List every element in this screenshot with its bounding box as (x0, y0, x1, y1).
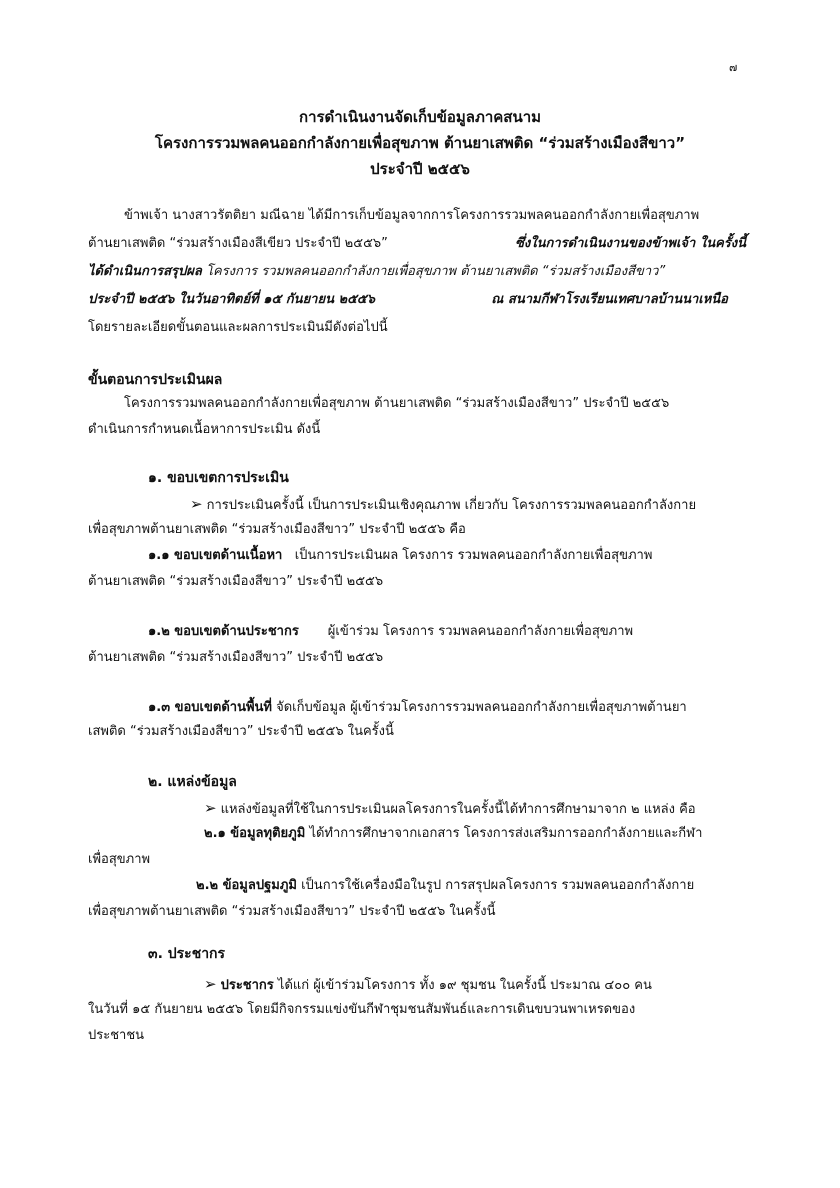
section-1-3-line-1: ๑.๓ ขอบเขตด้านพื้นที่ จัดเก็บข้อมูล ผู้เข้าร่วมโครงการรวมพลคนออกกำลังกายเพื่อสุขภาพต้านยา (148, 700, 687, 715)
steps-heading: ขั้นตอนการประเมินผล (88, 372, 223, 388)
section-2-heading: ๒. แหล่งข้อมูล (148, 774, 237, 790)
section-2-1-line-1: ๒.๑ ข้อมูลทุติยภูมิ ได้ทำการศึกษาจากเอกสาร โครงการส่งเสริมการออกกำลังกายและกีฬา (204, 826, 703, 841)
section-1-2-line-2: ต้านยาเสพติด “ร่วมสร้างเมืองสีขาว” ประจำปี ๒๕๕๖ (88, 650, 384, 665)
arrow-bullet-icon: ➢ (190, 495, 203, 513)
intro-emphasis-1: ซึ่งในการดำเนินงานของข้าพเจ้า ในครั้งนี้ (515, 236, 746, 251)
section-2-2-line-1: ๒.๒ ข้อมูลปฐมภูมิ เป็นการใช้เครื่องมือในรูป การสรุปผลโครงการ รวมพลคนออกกำลังกาย (196, 878, 695, 893)
section-3-line-3: ประชาชน (88, 1028, 145, 1043)
section-1-2-label: ๑.๒ ขอบเขตด้านประชากร (148, 624, 299, 639)
section-2-2-label: ๒.๒ ข้อมูลปฐมภูมิ (196, 878, 297, 893)
section-3-line-1: ➢ ประชากร ได้แก่ ผู้เข้าร่วมโครงการ ทั้ง ๑๙ ชุมชน ในครั้งนี้ ประมาณ ๔๐๐ คน (204, 975, 652, 993)
section-2-1-label: ๒.๑ ข้อมูลทุติยภูมิ (204, 826, 306, 841)
steps-line-1: โครงการรวมพลคนออกกำลังกายเพื่อสุขภาพ ต้านยาเสพติด “ร่วมสร้างเมืองสีขาว” ประจำปี ๒๕๕๖ (124, 396, 670, 411)
arrow-bullet-icon: ➢ (204, 799, 217, 817)
section-3-heading: ๓. ประชากร (148, 946, 226, 962)
section-1-3-label: ๑.๓ ขอบเขตด้านพื้นที่ (148, 700, 272, 715)
header-line-1: การดำเนินงานจัดเก็บข้อมูลภาคสนาม (298, 108, 542, 126)
arrow-bullet-icon: ➢ (204, 975, 217, 993)
section-1-heading: ๑. ขอบเขตการประเมิน (148, 470, 289, 486)
section-1-bullet-line-2: เพื่อสุขภาพต้านยาเสพติด “ร่วมสร้างเมืองสีขาว” ประจำปี ๒๕๕๖ คือ (88, 522, 466, 537)
intro-line-1: ข้าพเจ้า นางสาวรัตติยา มณีฉาย ได้มีการเก็บข้อมูลจากการโครงการรวมพลคนออกกำลังกายเพื่อสุขภาพ (124, 208, 700, 223)
section-3-label: ประชากร (220, 978, 274, 993)
intro-line-2: ต้านยาเสพติด “ร่วมสร้างเมืองสีเขียว ประจำปี ๒๕๕๖” ซึ่งในการดำเนินงานของข้าพเจ้า ในครั้งนี้ (88, 234, 746, 254)
section-1-2-line-1: ๑.๒ ขอบเขตด้านประชากร ผู้เข้าร่วม โครงการ รวมพลคนออกกำลังกายเพื่อสุขภาพ (148, 624, 634, 639)
section-3-line-2: ในวันที่ ๑๕ กันยายน ๒๕๕๖ โดยมีกิจกรรมแข่งขันกีฬาชุมชนสัมพันธ์และการเดินขบวนพาเหรดของ (88, 1002, 636, 1017)
header-line-3: ประจำปี ๒๕๕๖ (370, 160, 470, 178)
steps-line-2: ดำเนินการกำหนดเนื้อหาการประเมิน ดังนี้ (88, 422, 321, 437)
document-header (0, 104, 840, 182)
header-line-2: โครงการรวมพลคนออกกำลังกายเพื่อสุขภาพ ต้านยาเสพติด “ร่วมสร้างเมืองสีขาว” (154, 134, 686, 152)
intro-line-3: ได้ดำเนินการสรุปผล โครงการ รวมพลคนออกกำลังกายเพื่อสุขภาพ ต้านยาเสพติด “ร่วมสร้างเมืองสีขาว” (88, 264, 666, 279)
section-1-3-line-2: เสพติด “ร่วมสร้างเมืองสีขาว” ประจำปี ๒๕๕๖ ในครั้งนี้ (88, 724, 394, 739)
section-1-1-line-1: ๑.๑ ขอบเขตด้านเนื้อหา เป็นการประเมินผล โครงการ รวมพลคนออกกำลังกายเพื่อสุขภาพ (148, 548, 653, 563)
section-2-2-line-2: เพื่อสุขภาพต้านยาเสพติด “ร่วมสร้างเมืองสีขาว” ประจำปี ๒๕๕๖ ในครั้งนี้ (88, 904, 496, 919)
section-1-bullet-line-1: ➢ การประเมินครั้งนี้ เป็นการประเมินเชิงคุณภาพ เกี่ยวกับ โครงการรวมพลคนออกกำลังกาย (190, 495, 697, 513)
intro-line-4: ประจำปี ๒๕๕๖ ในวันอาทิตย์ที่ ๑๕ กันยายน ๒๕๕๖ ณ สนามกีฬาโรงเรียนเทศบาลบ้านนาเหนือ (88, 292, 728, 307)
section-1-1-line-2: ต้านยาเสพติด “ร่วมสร้างเมืองสีขาว” ประจำปี ๒๕๕๖ (88, 574, 384, 589)
section-2-bullet-line-1: ➢ แหล่งข้อมูลที่ใช้ในการประเมินผลโครงการในครั้งนี้ได้ทำการศึกษามาจาก ๒ แหล่ง คือ (204, 799, 696, 817)
intro-line-5: โดยรายละเอียดขั้นตอนและผลการประเมินมีดังต่อไปนี้ (88, 320, 388, 335)
section-1-1-label: ๑.๑ ขอบเขตด้านเนื้อหา (148, 548, 283, 563)
section-2-1-line-2: เพื่อสุขภาพ (88, 852, 151, 867)
page-number: ๗ (729, 61, 738, 74)
